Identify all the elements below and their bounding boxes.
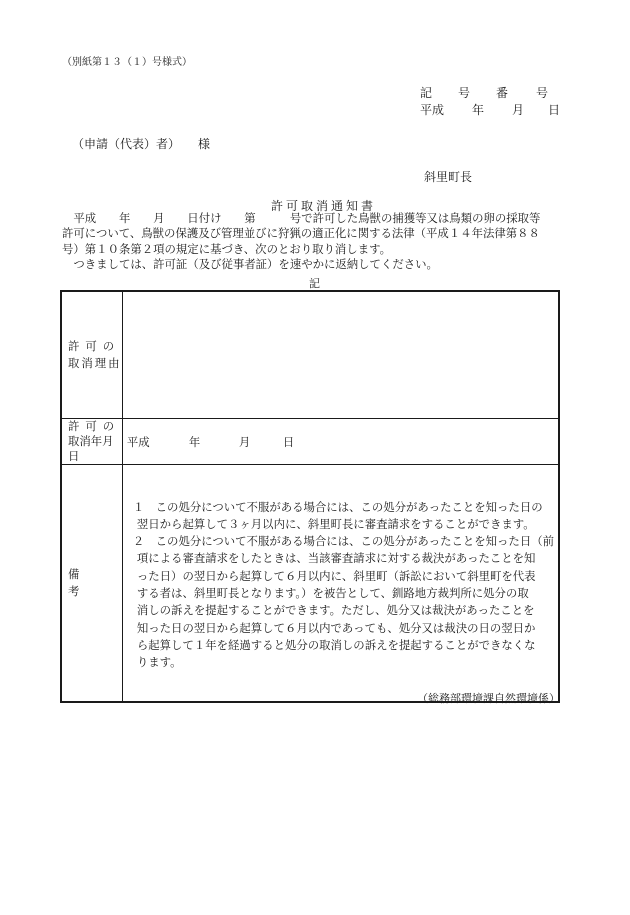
date-row (61, 419, 559, 465)
reason-value (122, 291, 559, 419)
remarks-line: ります。 (136, 655, 182, 670)
remarks-line: った日）の翌日から起算して６月以内に、斜里町（訴訟において斜里町を代表 (136, 568, 536, 583)
date-label-line2: 取消年月日 (68, 434, 114, 463)
recipient: （申請（代表）者） 様 (72, 137, 211, 151)
document-date (420, 101, 560, 118)
reason-label-line1: 許可の (68, 339, 121, 353)
ki-label: 記 (309, 277, 320, 290)
date-year: 年 (188, 434, 201, 449)
body-line: つきましては、許可証（及び従事者証）を速やかに返納してください。 (62, 257, 438, 272)
remarks-value (122, 465, 559, 703)
date-day: 日 (282, 434, 295, 449)
remarks-label (61, 465, 122, 703)
date-label-line1: 許可の (68, 419, 121, 433)
remarks-line: 知った日の翌日から起算して６月以内であっても、処分又は裁決の日の翌日か (136, 620, 536, 635)
details-table (60, 290, 560, 703)
form-id: （別紙第１３（１）号様式） (62, 57, 192, 68)
remarks-item-2 (127, 533, 554, 671)
reason-label (61, 291, 122, 419)
doc-number-go2: 号 (536, 86, 549, 100)
date-month: 月 (238, 434, 251, 449)
remarks-row (61, 465, 559, 703)
date-label (61, 419, 122, 465)
remarks-line: する者は、斜里町長となります。）を被告として、釧路地方裁判所に処分の取 (136, 586, 529, 600)
document-title: 許可取消通知書 (271, 199, 377, 213)
doc-date-day: 日 (548, 103, 561, 117)
remarks-label-2: 考 (68, 584, 80, 598)
doc-date-month: 月 (512, 103, 525, 117)
issuer: 斜里町長 (424, 170, 473, 184)
remarks-item-1 (127, 499, 554, 534)
body-line: 号）第１０条第２項の規定に基づき、次のとおり取り消します。 (62, 241, 391, 256)
remarks-line: ２ この処分について不服がある場合には、この処分があったことを知った日（前 (132, 534, 554, 549)
body-line: 許可について、鳥獣の保護及び管理並びに狩猟の適正化に関する法律（平成１４年法律第８８ (62, 226, 540, 241)
body-line: 平成 年 月 日付け 第 号で許可した鳥獣の捕獲等又は鳥類の卵の採取等 (62, 211, 541, 225)
remarks-line: １ この処分について不服がある場合には、この処分があったことを知った日の (132, 499, 543, 514)
doc-date-year: 年 (472, 103, 485, 117)
doc-number-ban: 番 (496, 86, 509, 100)
remarks-line: ら起算して１年を経過すると処分の取消しの訴えを提起することができなくな (136, 637, 536, 652)
remarks-line: 翌日から起算して３ヶ月以内に、斜里町長に審査請求をすることができます。 (136, 516, 535, 531)
date-era: 平成 (126, 434, 150, 449)
reason-label-line2: 取消理由 (68, 356, 122, 370)
doc-number-ki: 記 (420, 86, 433, 100)
document-number (420, 84, 548, 101)
remarks-label-1: 備 (68, 567, 80, 581)
doc-date-era: 平成 (420, 103, 445, 117)
remarks-line: 項による審査請求をしたときは、当該審査請求に対する裁決があったことを知 (136, 551, 536, 566)
remarks-line: 消しの訴えを提起することができます。ただし、処分又は裁決があったことを (136, 603, 535, 618)
body-text (62, 211, 562, 273)
doc-number-go: 号 (458, 86, 471, 100)
date-value (122, 419, 559, 465)
reason-row (61, 291, 559, 419)
department: （総務部環境課自然環境係） (417, 692, 560, 705)
